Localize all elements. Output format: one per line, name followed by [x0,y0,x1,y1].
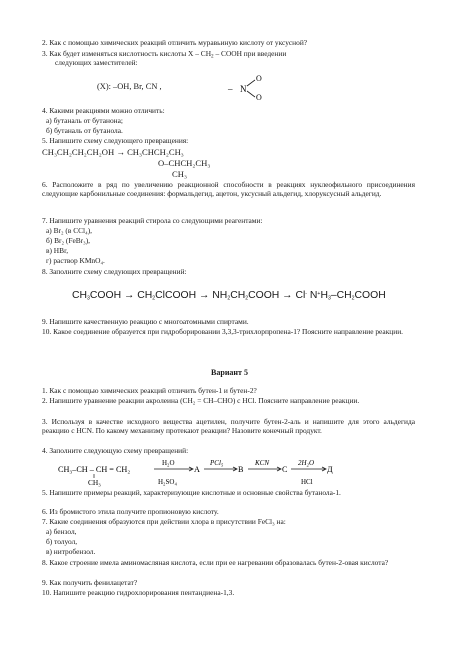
svg-text:A: A [194,465,200,474]
question-9-polyols: 9. Напишите качественную реакцию с многоатомными спиртами. [42,317,249,326]
v5-question-1-butenes: 1. Как с помощью химических реакций отличить бутен-1 и бутен-2? [42,386,257,395]
transformation-chain: $CH_3COOH$ → $CH_2ClCOOH$ → $NH_2CH_2COOH \to Cl^-$ $N^+H_3-CH_2COOH$ [72,290,386,302]
question-7-item-d: г) раствор KMnO₄. [46,256,105,265]
svg-text:2H₂O: 2H₂O [298,459,315,467]
v5-question-5-butanol: 5. Напишите примеры реакций, характеризующие кислотные и основные свойства бутанола-1. [42,488,341,497]
v5-question-3-acetylene: 3. Используя в качестве исходного вещества ацетилен, получите бутен-2-аль и напишите для этого альдегида реакцию с HCN. По какому механизму протекают реакции? Назовите конечный продукт. [42,417,415,435]
question-5-scheme-label: 5. Напишите схему следующего превращения: [42,136,189,145]
question-4-item-a: а) бутаналь от бутанона; [46,116,123,125]
svg-text:B: B [238,465,244,474]
question-8-scheme-label: 8. Заполните схему следующих превращений: [42,267,187,276]
scheme-ether-branch: O–CHCH₂CH₃ [158,158,211,168]
svg-text:HCl: HCl [301,478,313,486]
question-6-reactivity: 6. Расположите в ряд по увеличению реакционной способности в реакциях нуклеофильного присоединения следующие карбонильные соединения: формальдегид, ацетон, уксусный альдегид, хлоруксусный альдегид. [42,180,415,198]
nitro-group-structure [226,72,270,102]
svg-text:CH₃: CH₃ [88,478,101,487]
svg-text:H₂O: H₂O [162,459,175,467]
question-7-item-b: б) Br₂ (FeBr₃), [46,236,91,245]
svg-text:C: C [282,465,288,474]
question-7-item-a: а) Br₂ (в CCl₄), [46,226,93,235]
svg-text:Д: Д [327,465,333,474]
question-4-item-b: б) бутаналь от бутанола. [46,126,123,135]
v5-question-7-item-c: в) нитробензол. [46,547,96,556]
question-7-item-c: в) HBr, [46,246,69,255]
svg-text:H₂SO₄: H₂SO₄ [158,478,177,486]
question-10-hydroboration: 10. Какое соединение образуется при гидроборировании 3,3,3-трихлорпропена-1? Поясните направление реакции. [42,327,404,336]
svg-text:–: – [228,84,233,94]
v5-question-7-item-b: б) толуол, [46,537,78,546]
v5-question-7-chlorination: 7. Какие соединения образуются при действии хлора в присутствии FeCl₃ на: [42,517,286,526]
svg-text:KCN: KCN [255,459,270,467]
v5-transformation-scheme [58,457,358,487]
scheme-methyl-branch: CH₃ [172,169,187,179]
v5-question-7-item-a: а) бензол, [46,527,77,536]
question-3-acidity: 3. Как будет изменяться кислотность кислоты X – $CH_2$ – COOH при введении [42,49,287,60]
v5-question-9-phenylacetate: 9. Как получить фенилацетат? [42,578,138,587]
svg-text:CH₃–CH – CH = CH₂: CH₃–CH – CH = CH₂ [58,465,131,474]
scheme-reactant: CH₃CH₂CH₂CH₂OH → CH₃CHCH₂CH₃ [42,147,184,157]
question-2-formic-acid: 2. Как с помощью химических реакций отличить муравьиную кислоту от уксусной? [42,38,308,47]
question-4-distinguish: 4. Какими реакциями можно отличить: [42,106,165,115]
v5-question-2-acrolein: 2. Напишите уравнение реакции акролеина (CH₂ = CH–CHO) с HCl. Поясните направление реакции. [42,396,360,405]
svg-text:O: O [256,74,262,83]
v5-question-4-scheme-label: 4. Заполните следующую схему превращений: [42,446,189,455]
v5-question-10-hydrochlorination: 10. Напишите реакцию гидрохлорирования пентандиена-1,3. [42,588,235,597]
svg-text:PCl₅: PCl₅ [210,459,224,467]
svg-text:N: N [240,84,247,94]
question-3-substituents-label: следующих заместителей: [55,58,138,67]
question-7-styrene: 7. Напишите уравнения реакций стирола со следующими реагентами: [42,216,263,225]
svg-text:O: O [256,93,262,102]
variant-title: Вариант 5 [211,368,248,377]
v5-question-6-propionic: 6. Из бромистого этила получите пропионовую кислоту. [42,507,219,516]
substituent-list: (X): –OH, Br, CN , [97,82,162,91]
v5-question-8-aminobutyric: 8. Какое строение имела аминомасляная кислота, если при ее нагревании образовалась бутен-2-овая кислота? [42,558,389,567]
